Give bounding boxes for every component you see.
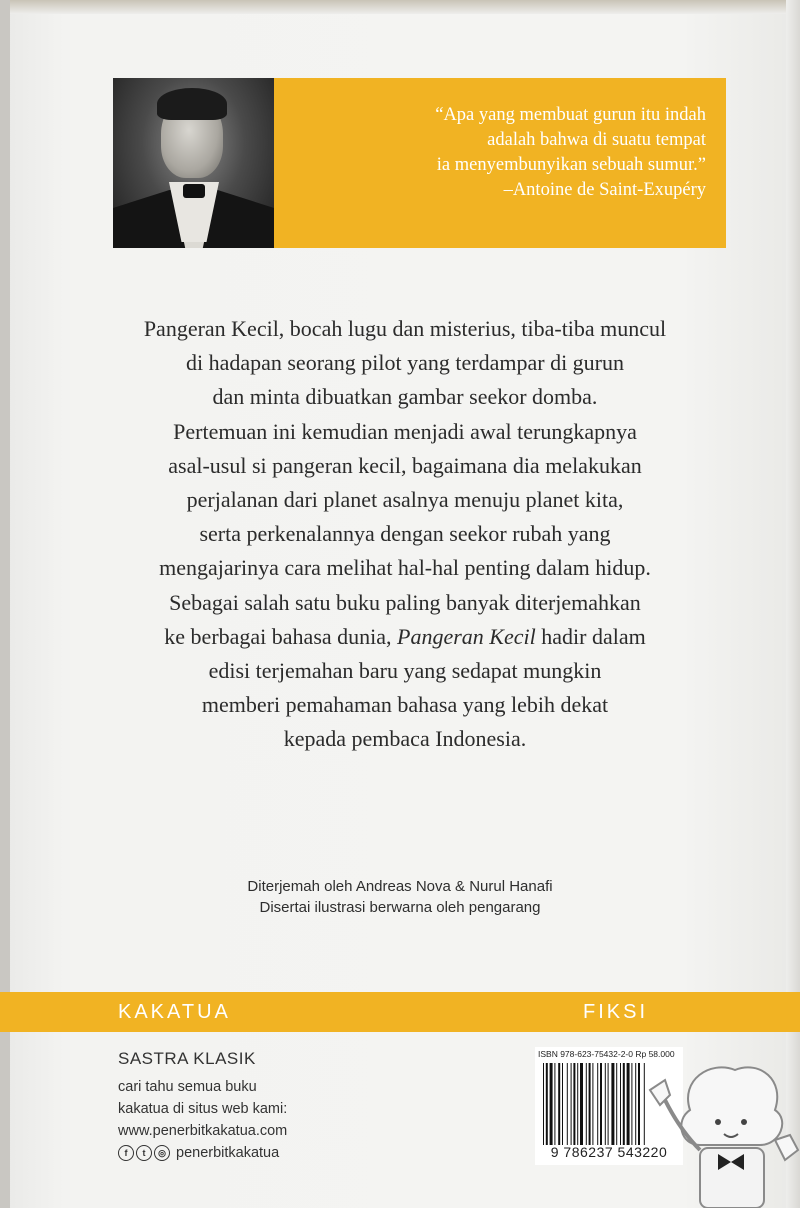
synopsis-line	[70, 620, 740, 654]
barcode-bar	[623, 1063, 625, 1145]
barcode-bar	[635, 1063, 636, 1145]
barcode-bar	[608, 1063, 609, 1145]
twitter-icon[interactable]: t	[136, 1145, 152, 1161]
quote-attribution: –Antoine de Saint-Exupéry	[503, 180, 706, 200]
quote-line: adalah bahwa di suatu tempat	[487, 130, 706, 150]
book-synopsis	[70, 312, 740, 757]
barcode-bar	[627, 1063, 630, 1145]
barcode-bar	[589, 1063, 591, 1145]
barcode-bar	[611, 1063, 614, 1145]
photo-bowtie	[183, 184, 205, 198]
synopsis-text: hadir dalam	[535, 623, 646, 649]
barcode-bar	[580, 1063, 583, 1145]
synopsis-line: memberi pemahaman bahasa yang lebih dekat	[201, 692, 609, 718]
genre-label: FIKSI	[582, 1001, 648, 1023]
photo-hair	[157, 88, 227, 120]
barcode-bar	[597, 1063, 598, 1145]
info-line: kakatua di situs web kami:	[118, 1101, 288, 1117]
synopsis-line: di hadapan seorang pilot yang terdampar di gurun	[185, 350, 625, 376]
barcode-bar	[550, 1063, 553, 1145]
barcode-bar	[605, 1063, 606, 1145]
synopsis-line: asal-usul si pangeran kecil, bagaimana dia melakukan	[168, 452, 642, 478]
synopsis-line: Sebagai salah satu buku paling banyak diterjemahkan	[169, 589, 641, 615]
credits	[200, 876, 600, 918]
barcode-bar	[554, 1063, 555, 1145]
barcode-bar	[577, 1063, 578, 1145]
book-title-italic: Pangeran Kecil	[397, 623, 536, 649]
website-link[interactable]: www.penerbitkakatua.com	[118, 1123, 288, 1139]
barcode-bar	[600, 1063, 602, 1145]
barcode-bar	[546, 1063, 548, 1145]
info-line: cari tahu semua buku	[118, 1079, 257, 1095]
barcode-bar	[543, 1063, 544, 1145]
cover-top-edge	[0, 0, 800, 14]
synopsis-line: Pertemuan ini kemudian menjadi awal terungkapnya	[173, 418, 637, 444]
synopsis-line: edisi terjemahan baru yang sedapat mungkin	[208, 658, 602, 684]
instagram-icon[interactable]: ◎	[154, 1145, 170, 1161]
publisher-logo: KAKATUA	[118, 1001, 231, 1023]
quote-line: “Apa yang membuat gurun itu indah	[435, 105, 706, 125]
little-prince-illustration	[640, 1050, 800, 1208]
barcode-bar	[616, 1063, 617, 1145]
series-label: SASTRA KLASIK	[118, 1049, 256, 1068]
synopsis-line: serta perkenalannya dengan seekor rubah yang	[199, 521, 611, 547]
barcode-bar	[567, 1063, 568, 1145]
barcode-bar	[631, 1063, 632, 1145]
publisher-info	[118, 1076, 287, 1164]
barcode-bar	[562, 1063, 563, 1145]
facebook-icon[interactable]: f	[118, 1145, 134, 1161]
barcode-bar	[558, 1063, 560, 1145]
barcode-bar	[571, 1063, 572, 1145]
author-photo	[113, 78, 274, 248]
social-handle: penerbitkakatua	[176, 1145, 280, 1161]
barcode-bar	[620, 1063, 621, 1145]
barcode-bar	[592, 1063, 593, 1145]
social-links	[118, 1142, 287, 1164]
synopsis-text: ke berbagai bahasa dunia,	[164, 623, 398, 649]
synopsis-line: kepada pembaca Indonesia.	[283, 726, 527, 752]
synopsis-line: mengajarinya cara melihat hal-hal penting dalam hidup.	[159, 555, 651, 581]
synopsis-line: Pangeran Kecil, bocah lugu dan misterius, tiba-tiba muncul	[143, 316, 667, 341]
author-quote	[376, 103, 706, 203]
barcode-number: 9 786237 543220	[550, 1144, 668, 1160]
illustrations-credit: Disertai ilustrasi berwarna oleh pengarang	[259, 899, 541, 916]
translators-credit: Diterjemah oleh Andreas Nova & Nurul Hanafi	[247, 878, 553, 895]
barcode-bar	[573, 1063, 575, 1145]
synopsis-line: dan minta dibuatkan gambar seekor domba.	[212, 384, 598, 410]
quote-line: ia menyembunyikan sebuah sumur.”	[436, 155, 706, 175]
barcode-bar	[586, 1063, 587, 1145]
isbn-text: ISBN 978-623-75432-2-0 Rp 58.000	[538, 1049, 675, 1059]
synopsis-line: perjalanan dari planet asalnya menuju planet kita,	[186, 487, 624, 513]
